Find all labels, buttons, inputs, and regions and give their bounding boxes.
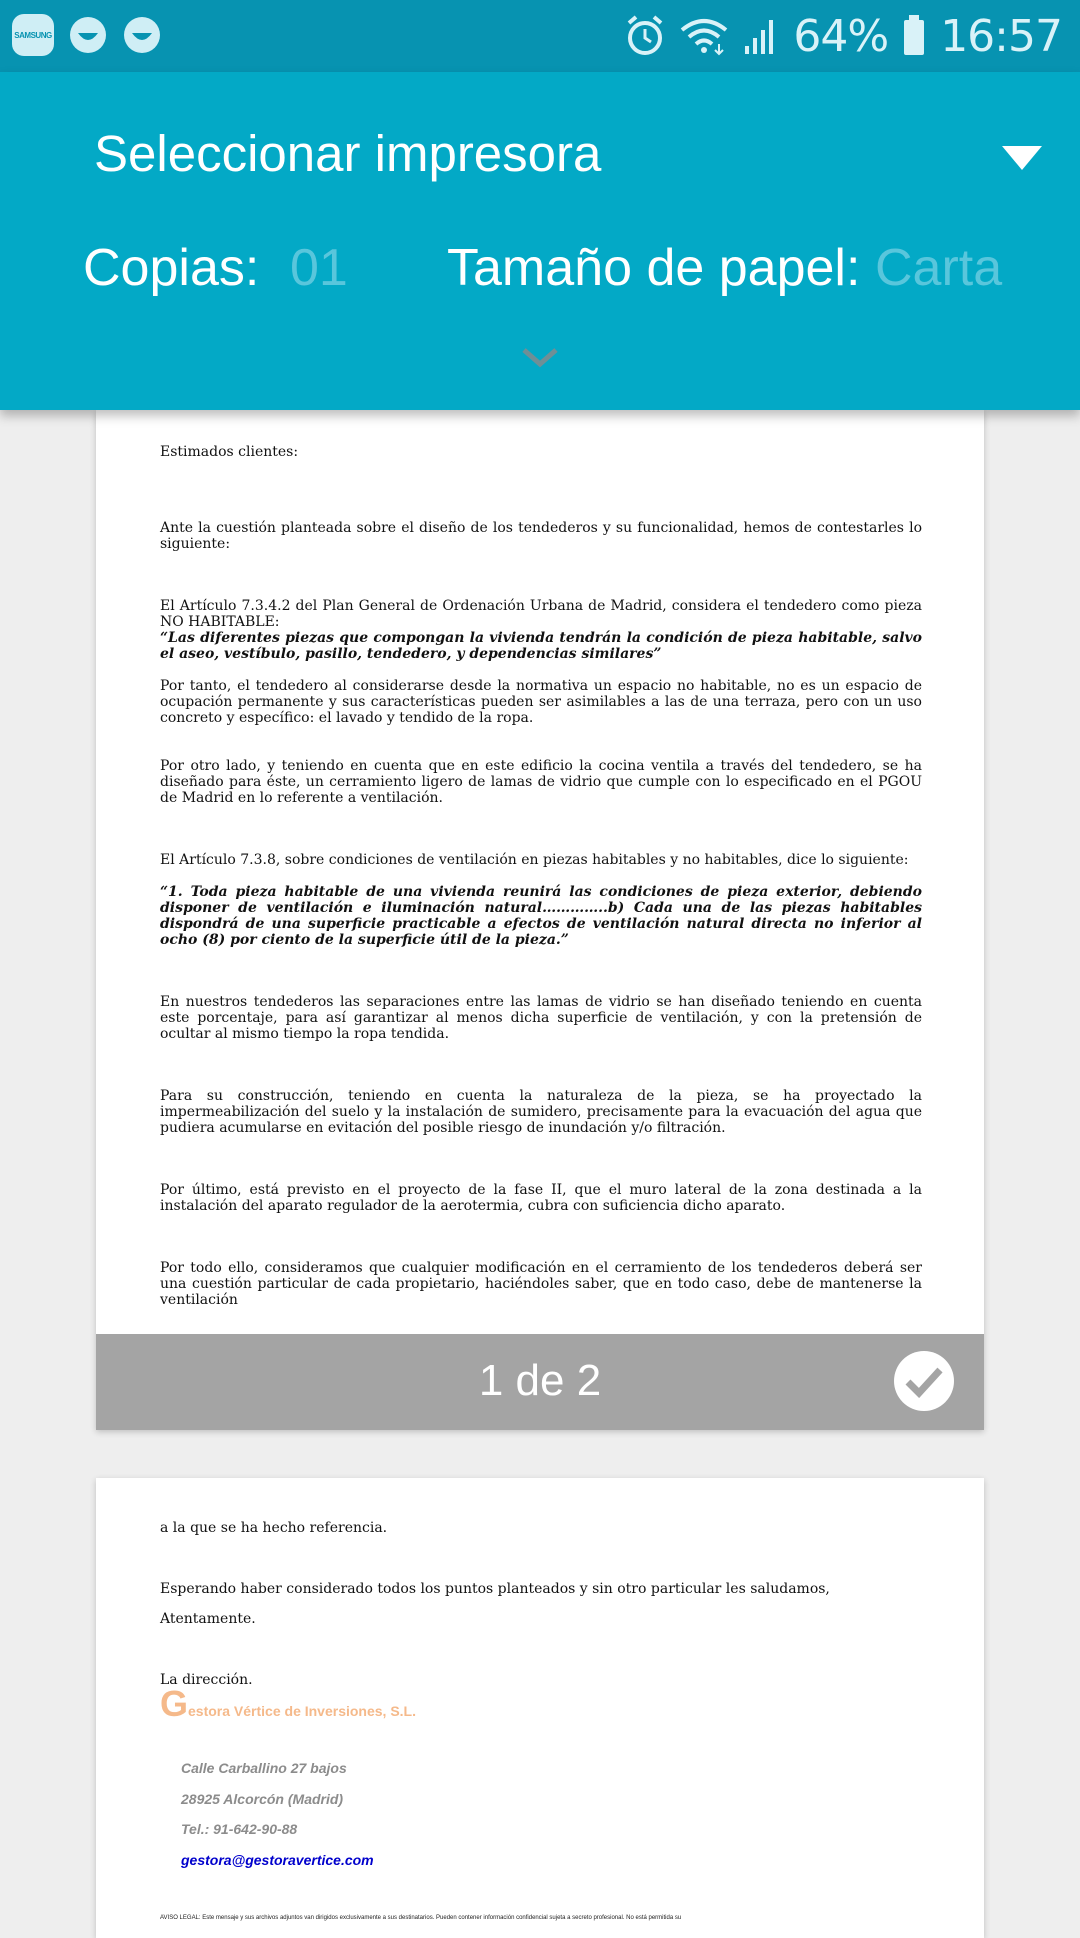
- signature-email: gestora@gestoravertice.com: [181, 1852, 374, 1868]
- battery-icon: [902, 15, 926, 57]
- doc-quote: “1. Toda pieza habitable de una vivienda reunirá las condiciones de pieza exterior, debiendo disponer de ventilación e iluminación natural…………..b) Cada una de las piezas habitables dispondrá de una superficie practicable a efectos de ventilación natural directa no inferior al ocho (8) por ciento de la superficie útil de la pieza.”: [160, 884, 922, 948]
- doc-paragraph: Por todo ello, consideramos que cualquier modificación en el cerramiento de los tendederos deberá ser una cuestión particular de cada propietario, haciéndoles saber, que en todo caso, debe de mantenerse la ventilación: [160, 1260, 922, 1308]
- paper-size-label: Tamaño de papel:: [447, 239, 861, 297]
- doc-paragraph: Estimados clientes:: [160, 444, 299, 460]
- paper-size-value[interactable]: Carta: [875, 239, 1003, 297]
- doc-paragraph: a la que se ha hecho referencia.: [160, 1520, 388, 1536]
- doc-paragraph: Para su construcción, teniendo en cuenta la naturaleza de la pieza, se ha proyectado la impermeabilización del suelo y la instalación de sumidero, precisamente para la evacuación del agua que pudiera acumularse en evitación del posible riesgo de inundación y/o filtración.: [160, 1088, 922, 1136]
- signal-icon: [743, 16, 779, 56]
- doc-paragraph: Por otro lado, y teniendo en cuenta que en este edificio la cocina ventila a través del tendedero, se ha diseñado para éste, un cerramiento ligero de lamas de vidrio que cumple con lo especificado en el PGOU de Madrid en lo referente a ventilación.: [160, 758, 922, 806]
- doc-paragraph: Por último, está previsto en el proyecto de la fase II, que el muro lateral de la zona destinada a la instalación del aparato regulador de la aerotermia, cubra con suficiencia dicho aparato.: [160, 1182, 922, 1214]
- signature-company: [160, 1683, 417, 1724]
- alarm-icon: [625, 15, 665, 57]
- doc-paragraph: Por tanto, el tendedero al considerarse desde la normativa un espacio no habitable, no es un espacio de ocupación permanente y sus características pueden ser asimilables a las de una terraza, pero con un uso concreto y específico: el lavado y tendido de la ropa.: [160, 678, 922, 726]
- legal-notice: AVISO LEGAL: Este mensaje y sus archivos adjuntos van dirigidos exclusivamente a sus destinatarios. Pueden contener información confidencial sujeta a secreto profesional. No está permitida su: [160, 1915, 682, 1921]
- doc-paragraph: La dirección.: [160, 1672, 253, 1688]
- smiley-notification-icon: [122, 15, 162, 55]
- doc-paragraph: Esperando haber considerado todos los puntos planteados y sin otro particular les saludamos,: [160, 1581, 830, 1597]
- doc-paragraph: En nuestros tendederos las separaciones entre las lamas de vidrio se han diseñado teniendo en cuenta este porcentaje, para así garantizar al menos dicha superficie de ventilación, y con la pretensión de ocultar al mismo tiempo la ropa tendida.: [160, 994, 922, 1042]
- page-select-checkbox[interactable]: [894, 1351, 954, 1411]
- signature-phone: Tel.: 91-642-90-88: [181, 1821, 298, 1837]
- checkmark-icon: [904, 1364, 944, 1398]
- company-name: estora Vértice de Inversiones, S.L.: [188, 1703, 417, 1719]
- doc-quote: “Las diferentes piezas que compongan la vivienda tendrán la condición de pieza habitable, salvo el aseo, vestíbulo, pasillo, tendedero, y dependencias similares”: [160, 630, 922, 662]
- smiley-notification-icon: [68, 15, 108, 55]
- doc-paragraph: Atentamente.: [160, 1611, 256, 1627]
- doc-paragraph: El Artículo 7.3.4.2 del Plan General de Ordenación Urbana de Madrid, considera el tendedero como pieza NO HABITABLE:: [160, 598, 922, 630]
- chevron-down-icon[interactable]: [520, 344, 560, 370]
- doc-paragraph: El Artículo 7.3.8, sobre condiciones de ventilación en piezas habitables y no habitables, dice lo siguiente:: [160, 852, 909, 868]
- battery-percent: 64%: [793, 10, 889, 62]
- samsung-app-icon: SAMSUNG: [12, 14, 54, 56]
- print-options-header: [0, 72, 1080, 410]
- signature-address: Calle Carballino 27 bajos: [181, 1760, 347, 1776]
- company-initial: G: [160, 1683, 189, 1724]
- signature-city: 28925 Alcorcón (Madrid): [181, 1791, 344, 1807]
- print-preview-page-1[interactable]: [96, 410, 984, 1430]
- page-footer-bar: [96, 1334, 984, 1430]
- print-preview-page-2[interactable]: [96, 1478, 984, 1938]
- doc-paragraph: Ante la cuestión planteada sobre el diseño de los tendederos y su funcionalidad, hemos de contestarles lo siguiente:: [160, 520, 922, 552]
- copies-value[interactable]: 01: [290, 239, 348, 297]
- dropdown-arrow-icon[interactable]: [1000, 144, 1044, 172]
- copies-label: Copias:: [83, 239, 260, 297]
- clock: 16:57: [940, 10, 1062, 62]
- status-bar: [0, 0, 1080, 72]
- page-indicator: 1 de 2: [478, 1356, 602, 1405]
- wifi-icon: [679, 16, 729, 56]
- printer-select[interactable]: Seleccionar impresora: [94, 125, 602, 182]
